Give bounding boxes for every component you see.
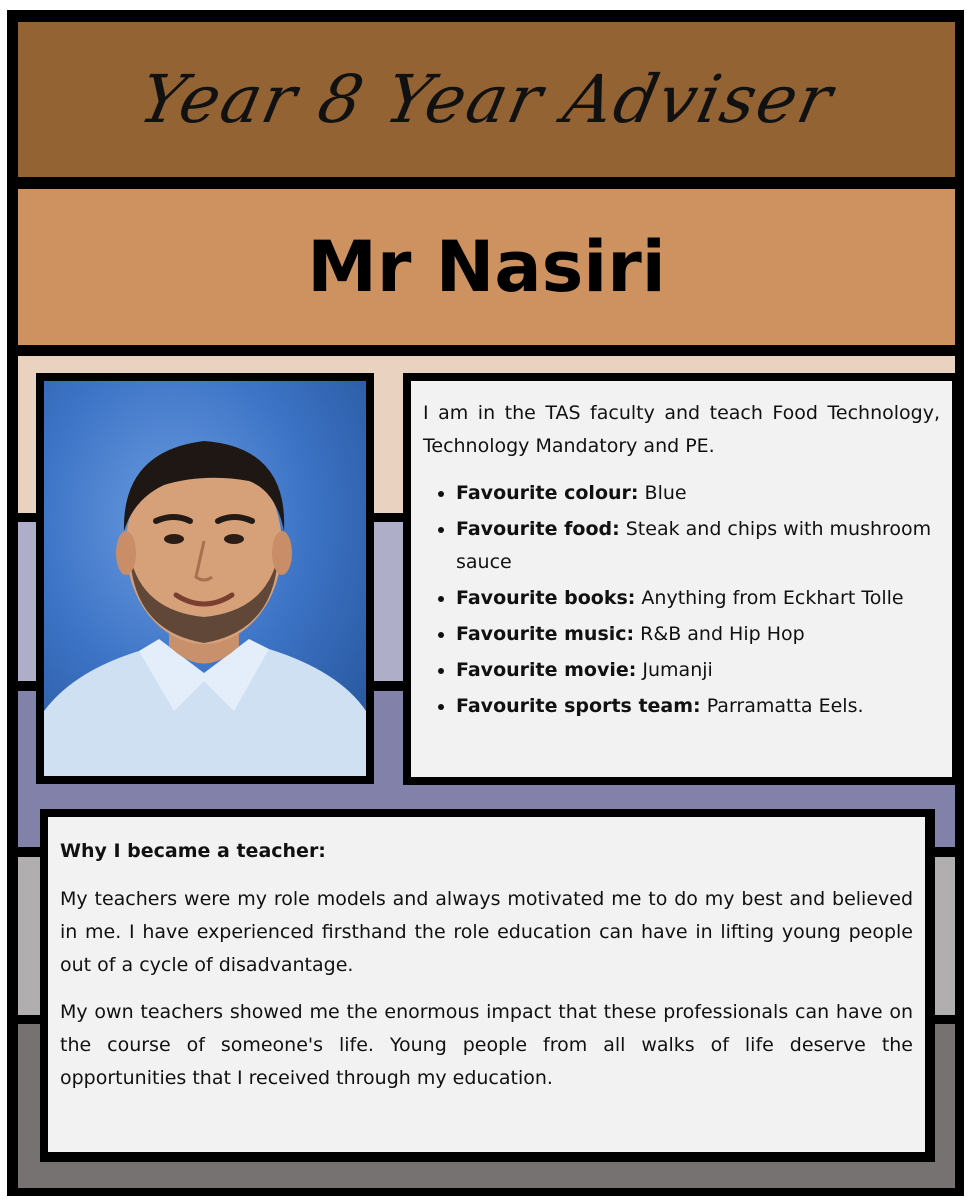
- why-heading: Why I became a teacher:: [60, 840, 326, 862]
- why-paragraph-2: My own teachers showed me the enormous impact that these professionals can have on the course of someone's life. Young people from all walks of life deserve the opportunities that I received through my education.: [60, 1001, 913, 1089]
- poster-title: Year 8 Year Adviser: [132, 61, 841, 138]
- intro-text: I am in the TAS faculty and teach Food Technology, Technology Mandatory and PE.: [423, 402, 940, 457]
- favourite-label: Favourite movie:: [456, 659, 637, 681]
- favourite-label: Favourite music:: [456, 623, 635, 645]
- favourite-value: R&B and Hip Hop: [640, 623, 805, 645]
- teacher-name: Mr Nasiri: [307, 226, 666, 308]
- favourite-label: Favourite food:: [456, 518, 620, 540]
- list-item: [456, 477, 940, 510]
- favourite-label: Favourite books:: [456, 587, 636, 609]
- list-item: [456, 654, 940, 687]
- why-panel-frame: [40, 809, 935, 1162]
- why-paragraph-1: My teachers were my role models and always motivated me to do my best and believed in me. I have experienced firsthand the role education can have in lifting young people out of a cycle of disadvantage.: [60, 888, 913, 976]
- list-item: [456, 582, 940, 615]
- portrait-illustration: [44, 381, 366, 776]
- name-banner: [18, 189, 955, 345]
- list-item: [456, 690, 940, 723]
- title-banner: [18, 22, 955, 177]
- info-panel-frame: [403, 373, 960, 785]
- list-item: [456, 513, 940, 579]
- list-item: [456, 618, 940, 651]
- teacher-photo-frame: [36, 373, 374, 784]
- favourite-value: Anything from Eckhart Tolle: [641, 587, 904, 609]
- favourite-value: Parramatta Eels.: [706, 695, 864, 717]
- favourite-label: Favourite sports team:: [456, 695, 701, 717]
- favourite-value: Steak and chips with mushroom sauce: [456, 518, 932, 573]
- favourite-value: Blue: [644, 482, 687, 504]
- teacher-photo: [44, 381, 366, 776]
- why-panel: [48, 817, 925, 1152]
- favourite-value: Jumanji: [642, 659, 713, 681]
- favourite-label: Favourite colour:: [456, 482, 639, 504]
- favourites-list: [423, 477, 940, 723]
- info-panel: [411, 381, 952, 777]
